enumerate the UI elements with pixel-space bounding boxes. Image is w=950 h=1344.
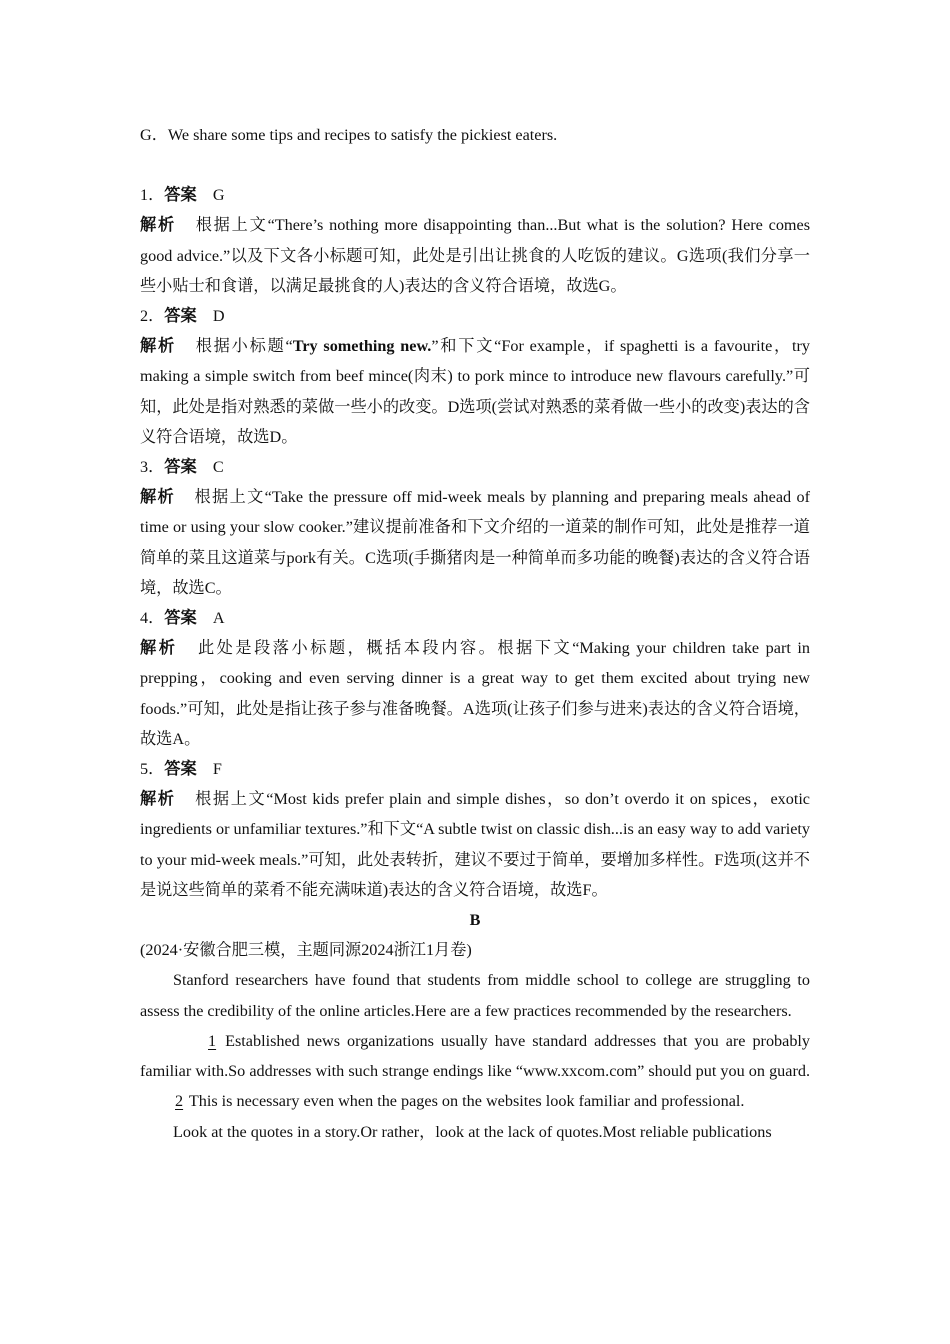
subtitle-quote: Try something new. bbox=[292, 337, 432, 356]
passage-paragraph-1: Stanford researchers have found that students from middle school to college are struggling to assess the credibility of the online articles.Here are a few practices recommended by the researchers. bbox=[140, 971, 810, 1020]
explanation bbox=[140, 633, 810, 754]
explanation-label: 解析 bbox=[140, 790, 176, 809]
explanation-text: 根据小标题“ bbox=[193, 337, 293, 356]
answer-letter: C bbox=[212, 458, 224, 477]
passage-paragraph-3: Look at the quotes in a story.Or rather，look at the lack of quotes.Most reliable publications bbox=[173, 1122, 772, 1141]
explanation-text: ”和下文“For example，if spaghetti is a favourite，try making a simple switch from beef mince(肉末) to pork mince to introduce new flavours carefully.”可知，此处是指对熟悉的菜做一些小的改变。D选项(尝试对熟悉的菜肴做一些小的改变)表达的含义符合语境，故选D。 bbox=[140, 337, 810, 446]
blank-1[interactable]: 1 bbox=[208, 1031, 217, 1050]
explanation-text: 根据上文“There’s nothing more disappointing than...But what is the solution? Here comes good advice.”以及下文各小标题可知，此处是引出让挑食的人吃饭的建议。G选项(我们分享一些小贴士和食谱，以满足最挑食的人)表达的含义符合语境，故选G。 bbox=[140, 216, 811, 295]
section-heading: B bbox=[469, 911, 481, 930]
answer-label: 答案 bbox=[164, 186, 197, 205]
explanation bbox=[140, 482, 810, 603]
option-g: G．We share some tips and recipes to satisfy the pickiest eaters. bbox=[140, 126, 558, 144]
answer-heading bbox=[140, 301, 810, 331]
answer-heading bbox=[140, 452, 810, 482]
explanation-text: 根据上文“Take the pressure off mid-week meals by planning and preparing meals ahead of time or using your slow cooker.”建议提前准备和下文介绍的一道菜的制作可知，此处是推荐一道简单的菜且这道菜与pork有关。C选项(手撕猪肉是一种简单而多功能的晚餐)表达的含义符合语境，故选C。 bbox=[140, 488, 811, 597]
answer-number: 3． bbox=[140, 458, 165, 477]
answer-block-1 bbox=[140, 180, 810, 301]
paragraph-text: This is necessary even when the pages on the websites look familiar and professional. bbox=[188, 1092, 745, 1111]
explanation-label: 解析 bbox=[140, 639, 178, 658]
explanation bbox=[140, 784, 810, 905]
answer-number: 4． bbox=[140, 609, 165, 628]
answer-number: 2． bbox=[140, 307, 165, 326]
answer-label: 答案 bbox=[164, 609, 197, 628]
explanation-text: 根据上文“Most kids prefer plain and simple dishes，so don’t overdo it on spices，exotic ingredients or unfamiliar textures.”和下文“A subtle twist on classic dish...is an easy way to add variety to your mid-week meals.”可知，此处表转折，建议不要过于简单，要增加多样性。F选项(这并不是说这些简单的菜肴不能充满味道)表达的含义符合语境，故选F。 bbox=[140, 790, 810, 899]
explanation-label: 解析 bbox=[140, 216, 176, 235]
passage-source: (2024·安徽合肥三模，主题同源2024浙江1月卷) bbox=[140, 941, 472, 960]
answer-block-3 bbox=[140, 452, 810, 603]
answer-block-2 bbox=[140, 301, 810, 452]
answer-letter: F bbox=[212, 760, 222, 779]
passage-paragraph-2 bbox=[140, 1026, 810, 1117]
answer-letter: D bbox=[212, 307, 225, 326]
answer-block-4 bbox=[140, 603, 810, 754]
answer-letter: A bbox=[212, 609, 225, 628]
answer-block-5 bbox=[140, 754, 810, 905]
explanation-label: 解析 bbox=[140, 488, 176, 507]
answer-letter: G bbox=[212, 186, 225, 205]
explanation-label: 解析 bbox=[140, 337, 176, 356]
paragraph-text: Established news organizations usually have standard addresses that you are probably familiar with.So addresses with such strange endings like “www.xxcom.com” should put you on guard. bbox=[140, 1031, 811, 1081]
explanation-text: 此处是段落小标题，概括本段内容。根据下文“Making your children take part in prepping，cooking and even serving dinner is a great way to get them excited about trying new foods.”可知，此处是指让孩子参与准备晚餐。A选项(让孩子们参与进来)表达的含义符合语境，故选A。 bbox=[140, 639, 811, 748]
answer-label: 答案 bbox=[164, 307, 197, 326]
answer-number: 5． bbox=[140, 760, 165, 779]
answer-label: 答案 bbox=[164, 458, 197, 477]
answer-heading bbox=[140, 603, 810, 633]
answer-heading bbox=[140, 180, 810, 210]
explanation bbox=[140, 210, 810, 301]
answer-number: 1． bbox=[140, 186, 165, 205]
document-page bbox=[140, 120, 810, 1147]
answer-heading bbox=[140, 754, 810, 784]
explanation bbox=[140, 331, 810, 452]
answer-label: 答案 bbox=[164, 760, 197, 779]
blank-2[interactable]: 2 bbox=[175, 1092, 184, 1111]
